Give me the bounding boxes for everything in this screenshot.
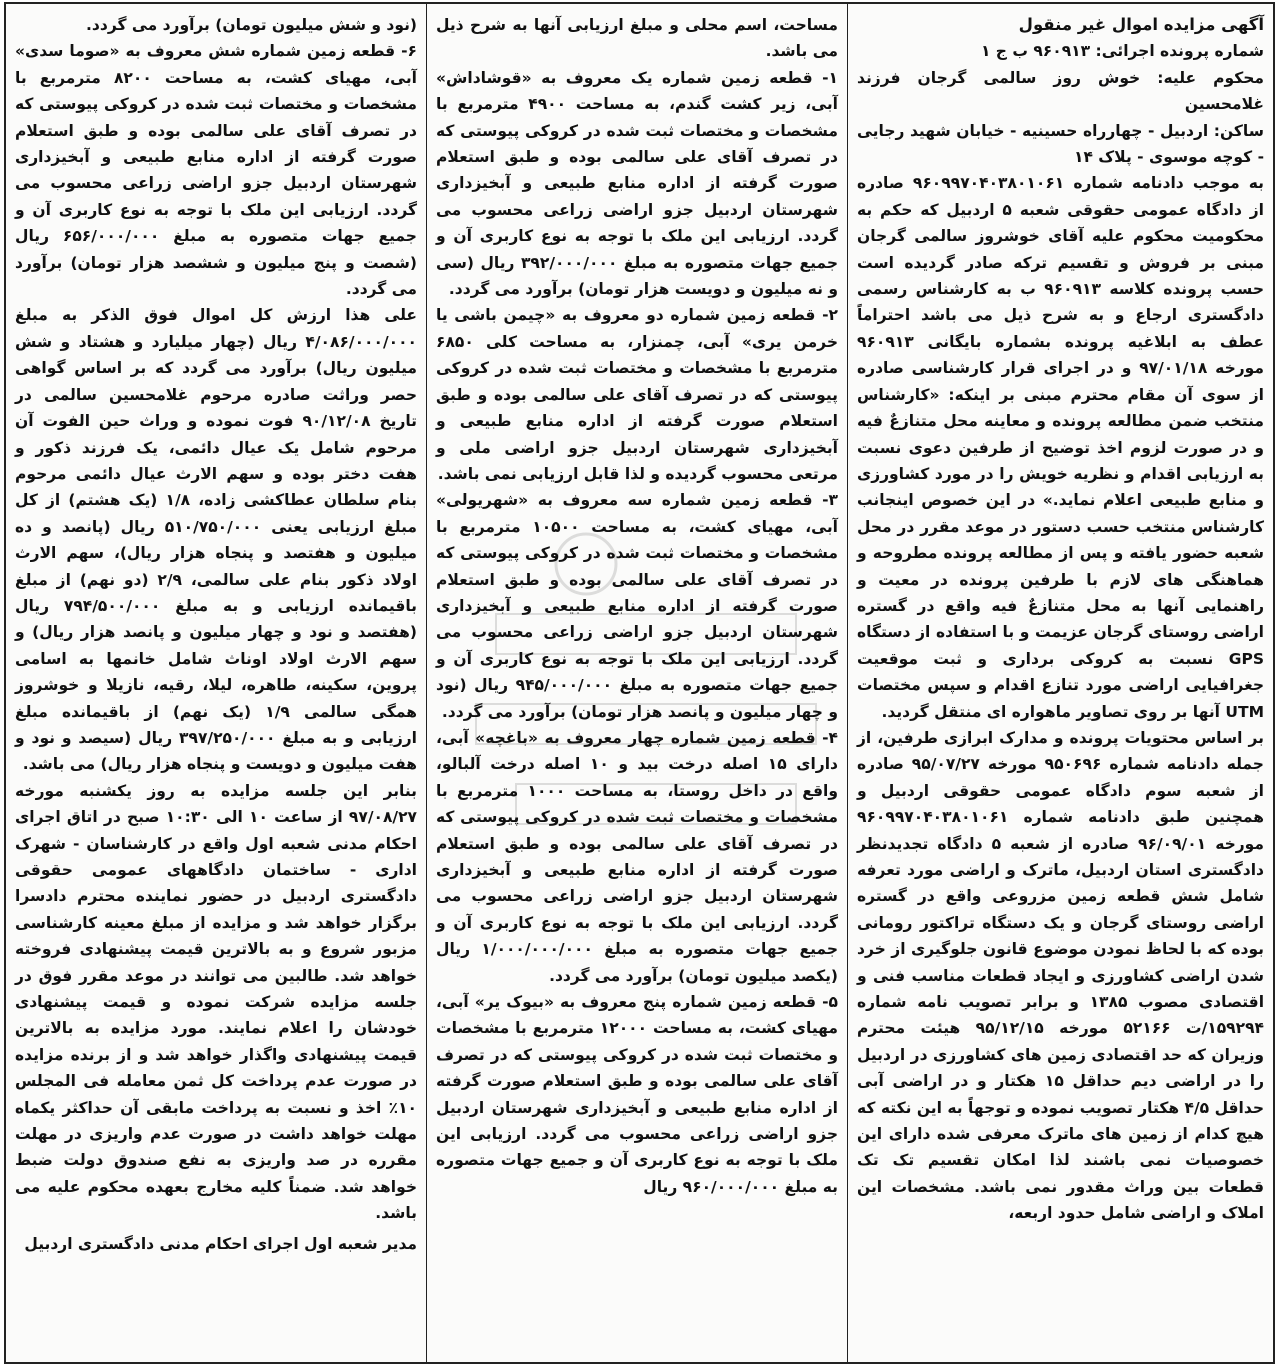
middle-column — [426, 4, 847, 1362]
right-column — [847, 4, 1273, 1362]
plot-6: ۶- قطعه زمین شماره شش معروف به «صوما سدی» آبی، مهیای کشت، به مساحت ۸۲۰۰ مترمربع با مشخصات و مختصات ثبت شده در کروکی پیوستی که در تصرف آقای علی سالمی بوده و طبق استعلام صورت گرفته از اداره منابع طبیعی و آبخیزداری شهرستان اردبیل جزو اراضی زراعی محسوب می گردد. ارزیابی این ملک با توجه به نوع کاربری آن و جمیع جهات متصوره به مبلغ ۶۵۶/۰۰۰/۰۰۰ ریال (شصت و پنج میلیون و ششصد هزار تومان) برآورد می گردد. — [9, 42, 417, 299]
plots-intro: مساحت، اسم محلی و مبلغ ارزیابی آنها به شرح ذیل می باشد. — [430, 16, 838, 61]
body-paragraph-2: بر اساس محتویات پرونده و مدارک ابرازی طرفین، از جمله دادنامه شماره ۹۵۰۶۹۶ مورخه ۹۵/۰۷/۲۷ صادره از شعبه سوم دادگاه عمومی حقوقی اردبیل و همچنین طبق دادنامه شماره ۹۶۰۹۹۷۰۴۰۳۸۰۱۰۶۱ مورخه ۹۶/۰۹/۰۱ صادره از شعبه ۵ دادگاه تجدیدنظر دادگستری استان اردبیل، ماترک و اراضی مورد تعرفه شامل شش قطعه زمین مزروعی واقع در گستره اراضی روستای گرجان و یک دستگاه تراکتور رومانی بوده که با لحاظ نمودن موضوع قانون جلوگیری از خرد شدن اراضی کشاورزی و ایجاد قطعات مناسب فنی و اقتصادی مصوب ۱۳۸۵ و برابر تصویب نامه شماره ۱۵۹۲۹۴/ت ۵۲۱۶۶ مورخه ۹۵/۱۲/۱۵ هیئت محترم وزیران که حد اقتصادی زمین های کشاورزی در اردبیل را در اراضی دیم حداقل ۱۵ هکتار و در اراضی آبی حداقل ۴/۵ هکتار تصویب نموده و توجهاً به این نکته که هیچ کدام از زمین های ماترک معرفی شده دارای این خصوصیات نمی باشند لذا امکان تقسیم تک تک قطعات بین وراث مقدور نمی باشد. مشخصات این املاک و اراضی شامل حدود اربعه، — [851, 728, 1265, 1223]
case-number: شماره پرونده اجرائی: ۹۶۰۹۱۳ ب ج ۱ — [980, 42, 1264, 61]
left-column — [6, 4, 426, 1362]
signature: مدیر شعبه اول اجرای احکام مدنی دادگستری اردبیل — [24, 1234, 417, 1253]
auction-terms: بنابر این جلسه مزایده به روز یکشنبه مورخه ۹۷/۰۸/۲۷ از ساعت ۱۰ الی ۱۰:۳۰ صبح در اتاق اجرای احکام مدنی شعبه اول واقع در کارشناسان - شهرک اداری - ساختمان دادگاههای عمومی حقوقی دادگستری اردبیل در حضور نماینده محترم دادسرا برگزار خواهد شد و مزایده از مبلغ معینه کارشناسی مزبور شروع و به بالاترین قیمت پیشنهادی فروخته خواهد شد. طالبین می توانند در موعد مقرر فوق در جلسه مزایده شرکت نموده و قیمت پیشنهادی خودشان را اعلام نمایند. مورد مزایده به بالاترین قیمت پیشنهادی واگذار خواهد شد و از برنده مزایده در صورت عدم پرداخت کل ثمن معامله فی المجلس ۱۰٪ اخذ و نسبت به پرداخت مابقی آن حداکثر یکماه مهلت خواهد داشت در صورت عدم واریزی در مهلت مقرره در صد واریزی به نفع صندوق دولت ضبط خواهد شد. ضمناً کلیه مخارج بعهده محکوم علیه می باشد. — [9, 781, 417, 1223]
newspaper-notice — [4, 2, 1275, 1364]
plot-5: ۵- قطعه زمین شماره پنج معروف به «بیوک یر» آبی، مهیای کشت، به مساحت ۱۲۰۰۰ مترمربع با مشخصات و مختصات ثبت شده در کروکی پیوستی که در تصرف آقای علی سالمی بوده و طبق استعلام صورت گرفته از اداره منابع طبیعی و آبخیزداری شهرستان اردبیل جزو اراضی زراعی محسوب می گردد. ارزیابی این ملک با توجه به نوع کاربری آن و جمیع جهات متصوره به مبلغ ۹۶۰/۰۰۰/۰۰۰ ریال — [430, 993, 838, 1196]
body-paragraph-1: به موجب دادنامه شماره ۹۶۰۹۹۷۰۴۰۳۸۰۱۰۶۱ صادره از دادگاه عمومی حقوقی شعبه ۵ اردبیل که حکم به محکومیت محکوم علیه آقای خوشروز سالمی گرجان مبنی بر فروش و تقسیم ترکه صادر گردیده است حسب پرونده کلاسه ۹۶۰۹۱۳ ب به کارشناس رسمی دادگستری ارجاع و به شرح ذیل می باشد احتراماً عطف به ابلاغیه پرونده بشماره بایگانی ۹۶۰۹۱۳ مورخه ۹۷/۰۱/۱۸ و در اجرای قرار کارشناسی صادره از سوی آن مقام محترم مبنی بر اینکه: «کارشناس منتخب ضمن مطالعه پرونده و معاینه محل متنازعٌ فیه و در صورت لزوم اخذ توضیح از طرفین دعوی نسبت به ارزیابی اقدام و نظریه خویش را در مورد کشاورزی و منابع طبیعی اعلام نماید.» در این خصوص اینجانب کارشناس منتخب حسب دستور در موعد مقرر در محل شعبه حضور یافته و پس از مطالعه پرونده مطروحه و هماهنگی های لازم با طرفین پرونده در معیت و راهنمایی آنها به محل متنازعٌ فیه واقع در گستره اراضی روستای گرجان عزیمت و با استفاده از دستگاه GPS نسبت به کروکی برداری و ثبت موقعیت جغرافیایی اراضی مورد تنازع اقدام و سپس مختصات UTM آنها بر روی تصاویر ماهواره ای منتقل گردید. — [851, 174, 1264, 721]
convicted-party: محکوم علیه: خوش روز سالمی گرجان فرزند غلامحسین — [851, 68, 1264, 114]
notice-title: آگهی مزایده اموال غیر منقول — [1018, 15, 1264, 34]
valuation-summary: علی هذا ارزش کل اموال فوق الذکر به مبلغ ۴/۰۸۶/۰۰۰/۰۰۰ ریال (چهار میلیارد و هشتاد و شش میلیون ریال) برآورد می گردد که بر اساس گواهی حصر وراثت صادره مرحوم غلامحسین سالمی در تاریخ ۹۰/۱۲/۰۸ فوت نموده و وراث حین الفوت آن مرحوم شامل یک عیال دائمی، یک فرزند ذکور و هفت دختر بوده و سهم الارث عیال دائمی مرحوم بنام سلطان عطاکشی زاده، ۱/۸ (یک هشتم) از کل مبلغ ارزیابی یعنی ۵۱۰/۷۵۰/۰۰۰ ریال (پانصد و ده میلیون و هفتصد و پنجاه هزار ریال)، سهم الارث اولاد ذکور بنام علی سالمی، ۲/۹ (دو نهم) از مبلغ باقیمانده ارزیابی و به مبلغ ۷۹۴/۵۰۰/۰۰۰ ریال (هفتصد و نود و چهار میلیون و پانصد هزار ریال) و سهم الارث اولاد اوناث شامل خانمها به اسامی پروین، سکینه، طاهره، لیلا، رقیه، نازیلا و خوشروز همگی سالمی ۱/۹ (یک نهم) از باقیمانده مبلغ ارزیابی و به مبلغ ۳۹۷/۲۵۰/۰۰۰ ریال (سیصد و نود و هفت میلیون و دویست و پنجاه هزار ریال) می باشد. — [9, 306, 418, 774]
address: ساکن: اردبیل - چهارراه حسینیه - خیابان شهید رجایی - کوچه موسوی - پلاک ۱۴ — [851, 121, 1264, 167]
plot-1: ۱- قطعه زمین شماره یک معروف به «قوشاداش» آبی، زیر کشت گندم، به مساحت ۴۹۰۰ مترمربع با مشخصات و مختصات ثبت شده در کروکی پیوستی که در تصرف آقای علی سالمی بوده و طبق استعلام صورت گرفته از اداره منابع طبیعی و آبخیزداری شهرستان اردبیل جزو اراضی زراعی محسوب می گردد. ارزیابی این ملک با توجه به نوع کاربری آن و جمیع جهات متصوره به مبلغ ۳۹۲/۰۰۰/۰۰۰ ریال (سی و نه میلیون و دویست هزار تومان) برآورد می گردد. — [430, 68, 838, 299]
plot-4: ۴- قطعه زمین شماره چهار معروف به «باغچه» آبی، دارای ۱۵ اصله درخت بید و ۱۰ اصله درخت آلبالو، واقع در داخل روستا، به مساحت ۱۰۰۰ مترمربع با مشخصات و مختصات ثبت شده در کروکی پیوستی که در تصرف آقای علی سالمی بوده و طبق استعلام صورت گرفته از اداره منابع طبیعی و آبخیزداری شهرستان اردبیل جزو اراضی زراعی محسوب می گردد. ارزیابی این ملک با توجه به نوع کاربری آن و جمیع جهات متصوره به مبلغ ۱/۰۰۰/۰۰۰/۰۰۰ ریال (یکصد میلیون تومان) برآورد می گردد. — [430, 728, 838, 985]
plot-3: ۳- قطعه زمین شماره سه معروف به «شهریولی» آبی، مهیای کشت، به مساحت ۱۰۵۰۰ مترمربع با مشخصات و مختصات ثبت شده در کروکی پیوستی که در تصرف آقای علی سالمی بوده و طبق استعلام صورت گرفته از اداره منابع طبیعی و آبخیزداری شهرستان اردبیل جزو اراضی زراعی محسوب می گردد. ارزیابی این ملک با توجه به نوع کاربری آن و جمیع جهات متصوره به مبلغ ۹۴۵/۰۰۰/۰۰۰ ریال (نود و چهار میلیون و پانصد هزار تومان) برآورد می گردد. — [430, 491, 838, 721]
plot-2: ۲- قطعه زمین شماره دو معروف به «چیمن باشی یا خرمن یری» آبی، چمنزار، به مساحت کلی ۶۸۵۰ مترمربع با مشخصات و مختصات ثبت شده در کروکی پیوستی که در تصرف آقای علی سالمی بوده و طبق استعلام صورت گرفته از اداره منابع طبیعی و آبخیزداری شهرستان اردبیل جزو اراضی ملی و مرتعی محسوب گردیده و لذا قابل ارزیابی نمی باشد. — [430, 306, 838, 483]
plot-5-end: (نود و شش میلیون تومان) برآورد می گردد. — [86, 16, 417, 34]
